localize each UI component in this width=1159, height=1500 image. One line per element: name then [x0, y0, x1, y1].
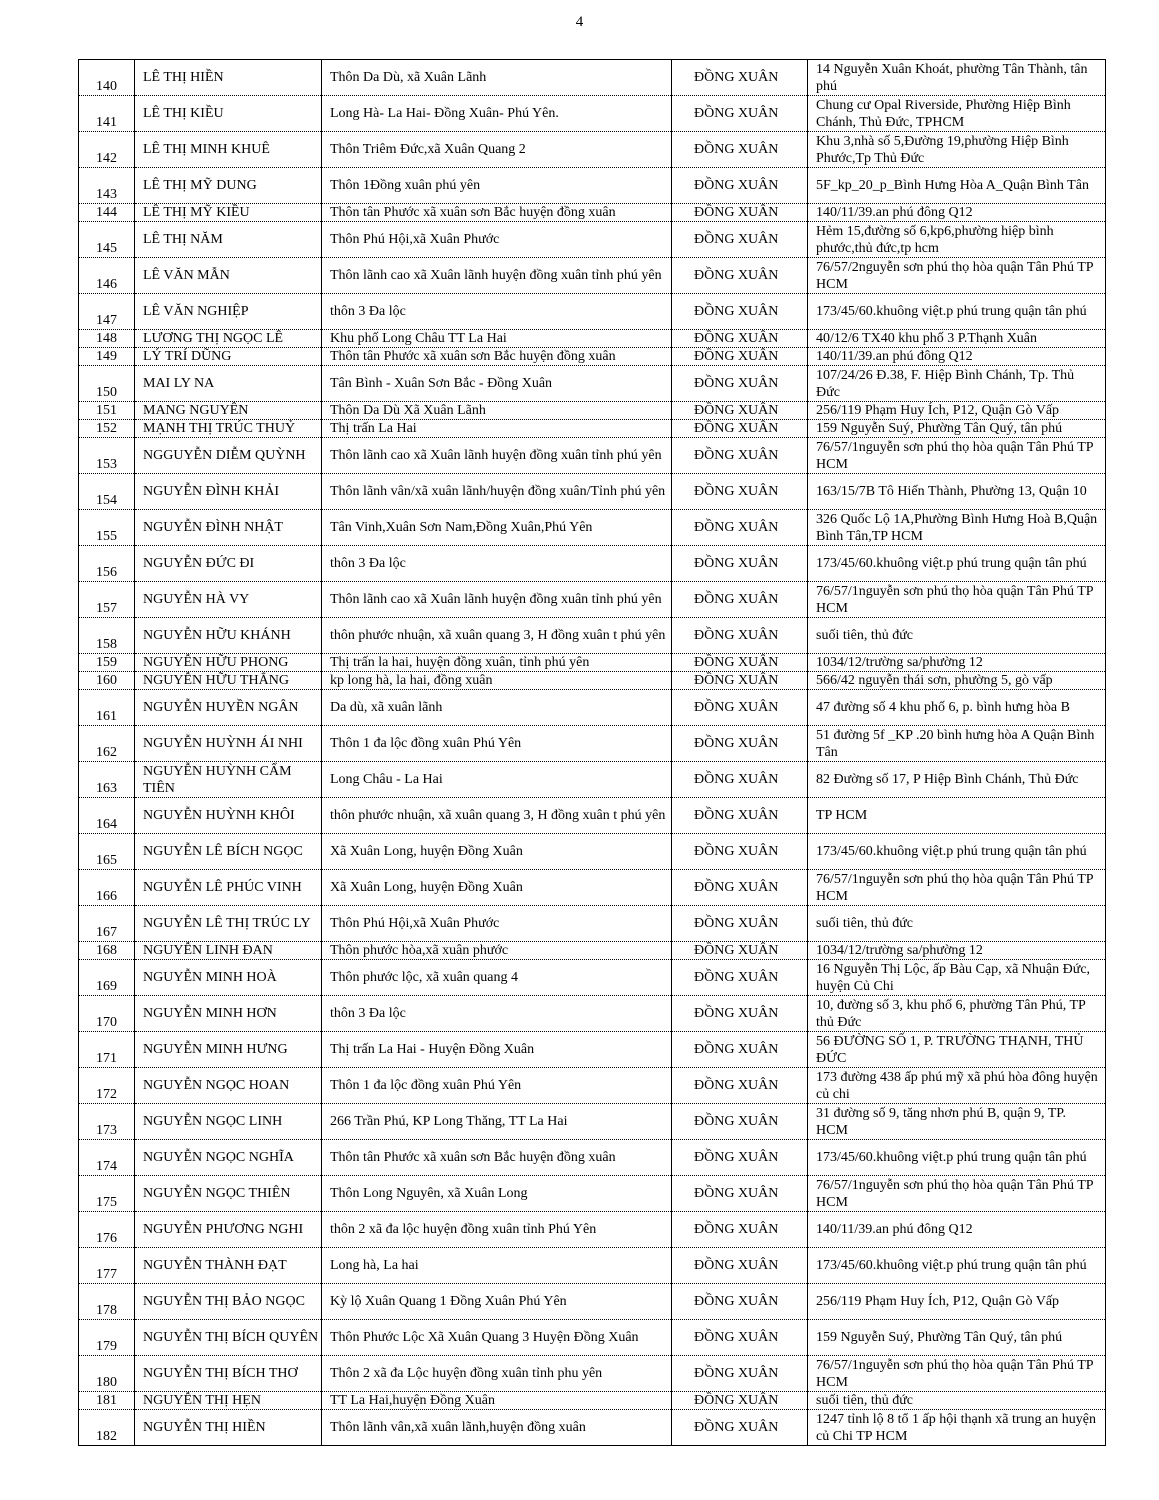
hometown-cell: 266 Trần Phú, KP Long Thăng, TT La Hai [322, 1104, 672, 1140]
name-cell: LÊ VĂN NGHIỆP [135, 294, 322, 330]
address-cell: 1034/12/trường sa/phường 12 [808, 654, 1106, 672]
name-cell: NGUYỄN THỊ BÍCH QUYÊN [135, 1320, 322, 1356]
name-cell: NGUYỄN HUỲNH CẨM TIÊN [135, 762, 322, 798]
name-cell: LƯƠNG THỊ NGỌC LÊ [135, 330, 322, 348]
table-row [79, 1176, 1106, 1212]
district-cell: ĐỒNG XUÂN [672, 960, 808, 996]
address-cell: 76/57/1nguyễn sơn phú thọ hòa quận Tân Phú TP HCM [808, 1356, 1106, 1392]
name-cell: NGUYỄN NGỌC LINH [135, 1104, 322, 1140]
table-row [79, 1212, 1106, 1248]
stt-cell: 167 [79, 906, 135, 942]
hometown-cell: Thôn Da Dù Xã Xuân Lãnh [322, 402, 672, 420]
hometown-cell: Thôn lãnh cao xã Xuân lãnh huyện đồng xuân tỉnh phú yên [322, 582, 672, 618]
stt-cell: 147 [79, 294, 135, 330]
district-cell: ĐỒNG XUÂN [672, 474, 808, 510]
hometown-cell: Thôn Phước Lộc Xã Xuân Quang 3 Huyện Đồng Xuân [322, 1320, 672, 1356]
district-cell: ĐỒNG XUÂN [672, 294, 808, 330]
district-cell: ĐỒNG XUÂN [672, 834, 808, 870]
name-cell: NGUYỄN THỊ HẸN [135, 1392, 322, 1410]
stt-cell: 150 [79, 366, 135, 402]
table-row [79, 1140, 1106, 1176]
stt-cell: 164 [79, 798, 135, 834]
stt-cell: 146 [79, 258, 135, 294]
stt-cell: 163 [79, 762, 135, 798]
table-row [79, 726, 1106, 762]
hometown-cell: Thôn Phú Hội,xã Xuân Phước [322, 222, 672, 258]
hometown-cell: Da dù, xã xuân lãnh [322, 690, 672, 726]
district-cell: ĐỒNG XUÂN [672, 1284, 808, 1320]
table-row [79, 222, 1106, 258]
stt-cell: 142 [79, 132, 135, 168]
hometown-cell: Thôn lãnh vân,xã xuân lãnh,huyện đồng xuân [322, 1410, 672, 1446]
district-cell: ĐỒNG XUÂN [672, 1140, 808, 1176]
stt-cell: 155 [79, 510, 135, 546]
table-row [79, 1392, 1106, 1410]
hometown-cell: Thị trấn La Hai [322, 420, 672, 438]
hometown-cell: Thôn tân Phước xã xuân sơn Bắc huyện đồng xuân [322, 1140, 672, 1176]
table-row [79, 618, 1106, 654]
hometown-cell: thôn 3 Đa lộc [322, 294, 672, 330]
district-cell: ĐỒNG XUÂN [672, 420, 808, 438]
district-cell: ĐỒNG XUÂN [672, 132, 808, 168]
district-cell: ĐỒNG XUÂN [672, 1356, 808, 1392]
stt-cell: 145 [79, 222, 135, 258]
stt-cell: 166 [79, 870, 135, 906]
hometown-cell: thôn 3 Đa lộc [322, 996, 672, 1032]
stt-cell: 156 [79, 546, 135, 582]
district-cell: ĐỒNG XUÂN [672, 906, 808, 942]
address-cell: Hẻm 15,đường số 6,kp6,phường hiệp bình phước,thủ đức,tp hcm [808, 222, 1106, 258]
hometown-cell: Thôn tân Phước xã xuân sơn Bắc huyện đồng xuân [322, 204, 672, 222]
stt-cell: 161 [79, 690, 135, 726]
hometown-cell: Thôn lãnh cao xã Xuân lãnh huyện đồng xuân tỉnh phú yên [322, 258, 672, 294]
name-cell: LÊ THỊ MỸ DUNG [135, 168, 322, 204]
table-row [79, 294, 1106, 330]
district-cell: ĐỒNG XUÂN [672, 510, 808, 546]
name-cell: MẠNH THỊ TRÚC THUỶ [135, 420, 322, 438]
page-number: 4 [575, 14, 584, 30]
address-cell: 10, đường số 3, khu phố 6, phường Tân Phú, TP thủ Đức [808, 996, 1106, 1032]
address-cell: 14 Nguyễn Xuân Khoát, phường Tân Thành, tân phú [808, 60, 1106, 96]
hometown-cell: Kỳ lộ Xuân Quang 1 Đồng Xuân Phú Yên [322, 1284, 672, 1320]
hometown-cell: Tân Bình - Xuân Sơn Bắc - Đồng Xuân [322, 366, 672, 402]
name-cell: NGUYỄN LÊ BÍCH NGỌC [135, 834, 322, 870]
address-cell: 326 Quốc Lộ 1A,Phường Bình Hưng Hoà B,Quận Bình Tân,TP HCM [808, 510, 1106, 546]
table-row [79, 960, 1106, 996]
district-cell: ĐỒNG XUÂN [672, 762, 808, 798]
table-row [79, 474, 1106, 510]
address-cell: 256/119 Phạm Huy Ích, P12, Quận Gò Vấp [808, 402, 1106, 420]
table-row [79, 402, 1106, 420]
district-cell: ĐỒNG XUÂN [672, 60, 808, 96]
hometown-cell: Xã Xuân Long, huyện Đồng Xuân [322, 834, 672, 870]
name-cell: NGUYỄN MINH HƯNG [135, 1032, 322, 1068]
district-cell: ĐỒNG XUÂN [672, 168, 808, 204]
table-row [79, 60, 1106, 96]
stt-cell: 154 [79, 474, 135, 510]
name-cell: NGUYỄN LÊ THỊ TRÚC LY [135, 906, 322, 942]
stt-cell: 162 [79, 726, 135, 762]
address-cell: 76/57/1nguyễn sơn phú thọ hòa quận Tân Phú TP HCM [808, 438, 1106, 474]
hometown-cell: thôn phước nhuận, xã xuân quang 3, H đồng xuân t phú yên [322, 618, 672, 654]
district-cell: ĐỒNG XUÂN [672, 1068, 808, 1104]
hometown-cell: Long hà, La hai [322, 1248, 672, 1284]
table-row [79, 1068, 1106, 1104]
district-cell: ĐỒNG XUÂN [672, 366, 808, 402]
district-cell: ĐỒNG XUÂN [672, 1212, 808, 1248]
hometown-cell: Long Hà- La Hai- Đồng Xuân- Phú Yên. [322, 96, 672, 132]
name-cell: NGUYỄN THỊ BÍCH THƠ [135, 1356, 322, 1392]
district-cell: ĐỒNG XUÂN [672, 546, 808, 582]
stt-cell: 182 [79, 1410, 135, 1446]
address-cell: 40/12/6 TX40 khu phố 3 P.Thạnh Xuân [808, 330, 1106, 348]
name-cell: NGUYỄN NGỌC THIÊN [135, 1176, 322, 1212]
stt-cell: 153 [79, 438, 135, 474]
hometown-cell: Xã Xuân Long, huyện Đồng Xuân [322, 870, 672, 906]
table-row [79, 582, 1106, 618]
address-cell: 51 đường 5f _KP .20 bình hưng hòa A Quận Bình Tân [808, 726, 1106, 762]
name-cell: NGUYỄN NGỌC HOAN [135, 1068, 322, 1104]
district-cell: ĐỒNG XUÂN [672, 204, 808, 222]
stt-cell: 168 [79, 942, 135, 960]
table-row [79, 348, 1106, 366]
address-cell: 140/11/39.an phú đông Q12 [808, 348, 1106, 366]
stt-cell: 171 [79, 1032, 135, 1068]
table-row [79, 132, 1106, 168]
district-cell: ĐỒNG XUÂN [672, 348, 808, 366]
stt-cell: 144 [79, 204, 135, 222]
hometown-cell: thôn 2 xã đa lộc huyện đồng xuân tỉnh Phú Yên [322, 1212, 672, 1248]
district-cell: ĐỒNG XUÂN [672, 330, 808, 348]
district-cell: ĐỒNG XUÂN [672, 618, 808, 654]
district-cell: ĐỒNG XUÂN [672, 1248, 808, 1284]
stt-cell: 159 [79, 654, 135, 672]
address-cell: 56 ĐƯỜNG SỐ 1, P. TRƯỜNG THẠNH, THỦ ĐỨC [808, 1032, 1106, 1068]
table-row [79, 330, 1106, 348]
table-row [79, 906, 1106, 942]
hometown-cell: Thôn 1Đồng xuân phú yên [322, 168, 672, 204]
district-cell: ĐỒNG XUÂN [672, 798, 808, 834]
name-cell: LÊ THỊ MỸ KIỀU [135, 204, 322, 222]
name-cell: NGGUYỄN DIỄM QUỲNH [135, 438, 322, 474]
address-cell: 82 Đường số 17, P Hiệp Bình Chánh, Thủ Đức [808, 762, 1106, 798]
table-row [79, 672, 1106, 690]
name-cell: NGUYỄN LINH ĐAN [135, 942, 322, 960]
table-row [79, 258, 1106, 294]
name-cell: NGUYỄN NGỌC NGHĨA [135, 1140, 322, 1176]
district-cell: ĐỒNG XUÂN [672, 96, 808, 132]
table-row [79, 870, 1106, 906]
stt-cell: 175 [79, 1176, 135, 1212]
address-cell: 76/57/2nguyễn sơn phú thọ hòa quận Tân Phú TP HCM [808, 258, 1106, 294]
name-cell: NGUYỄN HÀ VY [135, 582, 322, 618]
stt-cell: 165 [79, 834, 135, 870]
district-cell: ĐỒNG XUÂN [672, 258, 808, 294]
district-cell: ĐỒNG XUÂN [672, 1392, 808, 1410]
table-row [79, 168, 1106, 204]
district-cell: ĐỒNG XUÂN [672, 726, 808, 762]
stt-cell: 157 [79, 582, 135, 618]
address-cell: 31 đường số 9, tăng nhơn phú B, quận 9, TP. HCM [808, 1104, 1106, 1140]
stt-cell: 170 [79, 996, 135, 1032]
hometown-cell: Tân Vinh,Xuân Sơn Nam,Đồng Xuân,Phú Yên [322, 510, 672, 546]
name-cell: NGUYỄN THÀNH ĐẠT [135, 1248, 322, 1284]
district-cell: ĐỒNG XUÂN [672, 690, 808, 726]
table-row [79, 1356, 1106, 1392]
hometown-cell: Thôn lãnh cao xã Xuân lãnh huyện đồng xuân tỉnh phú yên [322, 438, 672, 474]
address-cell: 173/45/60.khuông việt.p phú trung quận tân phú [808, 834, 1106, 870]
address-cell: 47 đường số 4 khu phố 6, p. bình hưng hòa B [808, 690, 1106, 726]
name-cell: NGUYỄN HUỲNH KHÔI [135, 798, 322, 834]
stt-cell: 179 [79, 1320, 135, 1356]
address-cell: 173/45/60.khuông việt.p phú trung quận tân phú [808, 294, 1106, 330]
hometown-cell: kp long hà, la hai, đồng xuân [322, 672, 672, 690]
hometown-cell: Thôn tân Phước xã xuân sơn Bắc huyện đồng xuân [322, 348, 672, 366]
district-cell: ĐỒNG XUÂN [672, 438, 808, 474]
name-cell: NGUYỄN THỊ HIỀN [135, 1410, 322, 1446]
hometown-cell: Thị trấn La Hai - Huyện Đồng Xuân [322, 1032, 672, 1068]
address-cell: suối tiên, thủ đức [808, 906, 1106, 942]
address-cell: 173 đường 438 ấp phú mỹ xã phú hòa đông huyện củ chi [808, 1068, 1106, 1104]
name-cell: NGUYỄN MINH HOÀ [135, 960, 322, 996]
name-cell: LÊ VĂN MẪN [135, 258, 322, 294]
district-cell: ĐỒNG XUÂN [672, 1320, 808, 1356]
address-cell: Khu 3,nhà số 5,Đường 19,phường Hiệp Bình Phước,Tp Thủ Đức [808, 132, 1106, 168]
table-row [79, 762, 1106, 798]
table-row [79, 420, 1106, 438]
table-row [79, 1410, 1106, 1446]
address-cell: suối tiên, thủ đức [808, 618, 1106, 654]
stt-cell: 158 [79, 618, 135, 654]
stt-cell: 151 [79, 402, 135, 420]
address-cell: TP HCM [808, 798, 1106, 834]
district-cell: ĐỒNG XUÂN [672, 654, 808, 672]
address-cell: 163/15/7B Tô Hiến Thành, Phường 13, Quận 10 [808, 474, 1106, 510]
address-cell: 76/57/1nguyễn sơn phú thọ hòa quận Tân Phú TP HCM [808, 1176, 1106, 1212]
district-cell: ĐỒNG XUÂN [672, 1410, 808, 1446]
table-row [79, 996, 1106, 1032]
stt-cell: 172 [79, 1068, 135, 1104]
stt-cell: 178 [79, 1284, 135, 1320]
address-cell: 256/119 Phạm Huy Ích, P12, Quận Gò Vấp [808, 1284, 1106, 1320]
table-row [79, 510, 1106, 546]
address-cell: 173/45/60.khuông việt.p phú trung quận tân phú [808, 546, 1106, 582]
name-cell: NGUYỄN HUỲNH ÁI NHI [135, 726, 322, 762]
roster-body [79, 60, 1106, 1446]
name-cell: NGUYỄN HỮU THẮNG [135, 672, 322, 690]
hometown-cell: thôn 3 Đa lộc [322, 546, 672, 582]
table-row [79, 834, 1106, 870]
table-row [79, 942, 1106, 960]
stt-cell: 140 [79, 60, 135, 96]
name-cell: NGUYỄN ĐÌNH KHẢI [135, 474, 322, 510]
hometown-cell: Thôn phước lộc, xã xuân quang 4 [322, 960, 672, 996]
hometown-cell: Thôn phước hòa,xã xuân phước [322, 942, 672, 960]
address-cell: 159 Nguyễn Suý, Phường Tân Quý, tân phú [808, 1320, 1106, 1356]
district-cell: ĐỒNG XUÂN [672, 996, 808, 1032]
table-row [79, 1032, 1106, 1068]
name-cell: LÊ THỊ HIỀN [135, 60, 322, 96]
name-cell: NGUYỄN ĐÌNH NHẬT [135, 510, 322, 546]
address-cell: 1034/12/trường sa/phường 12 [808, 942, 1106, 960]
hometown-cell: Khu phố Long Châu TT La Hai [322, 330, 672, 348]
stt-cell: 141 [79, 96, 135, 132]
name-cell: NGUYỄN HỮU KHÁNH [135, 618, 322, 654]
address-cell: 76/57/1nguyễn sơn phú thọ hòa quận Tân Phú TP HCM [808, 582, 1106, 618]
table-row [79, 204, 1106, 222]
table-row [79, 546, 1106, 582]
address-cell: 140/11/39.an phú đông Q12 [808, 204, 1106, 222]
district-cell: ĐỒNG XUÂN [672, 582, 808, 618]
name-cell: NGUYỄN HUYỀN NGÂN [135, 690, 322, 726]
address-cell: 76/57/1nguyễn sơn phú thọ hòa quận Tân Phú TP HCM [808, 870, 1106, 906]
hometown-cell: Thôn Triêm Đức,xã Xuân Quang 2 [322, 132, 672, 168]
hometown-cell: Thôn lãnh vân/xã xuân lãnh/huyện đồng xuân/Tỉnh phú yên [322, 474, 672, 510]
table-row [79, 366, 1106, 402]
stt-cell: 177 [79, 1248, 135, 1284]
hometown-cell: Thị trấn la hai, huyện đồng xuân, tỉnh phú yên [322, 654, 672, 672]
stt-cell: 149 [79, 348, 135, 366]
address-cell: 173/45/60.khuông việt.p phú trung quận tân phú [808, 1140, 1106, 1176]
name-cell: LÊ THỊ MINH KHUÊ [135, 132, 322, 168]
address-cell: 1247 tỉnh lộ 8 tổ 1 ấp hội thạnh xã trung an huyện củ Chi TP HCM [808, 1410, 1106, 1446]
stt-cell: 169 [79, 960, 135, 996]
stt-cell: 160 [79, 672, 135, 690]
hometown-cell: Thôn 1 đa lộc đồng xuân Phú Yên [322, 726, 672, 762]
district-cell: ĐỒNG XUÂN [672, 870, 808, 906]
address-cell: 566/42 nguyễn thái sơn, phường 5, gò vấp [808, 672, 1106, 690]
district-cell: ĐỒNG XUÂN [672, 942, 808, 960]
district-cell: ĐỒNG XUÂN [672, 1176, 808, 1212]
address-cell: 140/11/39.an phú đông Q12 [808, 1212, 1106, 1248]
stt-cell: 176 [79, 1212, 135, 1248]
district-cell: ĐỒNG XUÂN [672, 1032, 808, 1068]
hometown-cell: Thôn Da Dù, xã Xuân Lãnh [322, 60, 672, 96]
stt-cell: 174 [79, 1140, 135, 1176]
stt-cell: 173 [79, 1104, 135, 1140]
name-cell: NGUYỄN THỊ BẢO NGỌC [135, 1284, 322, 1320]
name-cell: LÊ THỊ NĂM [135, 222, 322, 258]
stt-cell: 180 [79, 1356, 135, 1392]
hometown-cell: thôn phước nhuận, xã xuân quang 3, H đồng xuân t phú yên [322, 798, 672, 834]
table-row [79, 1320, 1106, 1356]
address-cell: suối tiên, thủ đức [808, 1392, 1106, 1410]
address-cell: 5F_kp_20_p_Bình Hưng Hòa A_Quận Bình Tân [808, 168, 1106, 204]
name-cell: MAI LY NA [135, 366, 322, 402]
table-row [79, 96, 1106, 132]
district-cell: ĐỒNG XUÂN [672, 672, 808, 690]
address-cell: 173/45/60.khuông việt.p phú trung quận tân phú [808, 1248, 1106, 1284]
address-cell: 16 Nguyễn Thị Lộc, ấp Bàu Cạp, xã Nhuận Đức, huyện Củ Chi [808, 960, 1106, 996]
table-row [79, 1284, 1106, 1320]
district-cell: ĐỒNG XUÂN [672, 222, 808, 258]
table-row [79, 690, 1106, 726]
hometown-cell: Thôn 1 đa lộc đồng xuân Phú Yên [322, 1068, 672, 1104]
roster-table [78, 59, 1106, 1446]
table-row [79, 438, 1106, 474]
address-cell: 159 Nguyễn Suý, Phường Tân Quý, tân phú [808, 420, 1106, 438]
stt-cell: 143 [79, 168, 135, 204]
stt-cell: 152 [79, 420, 135, 438]
name-cell: NGUYỄN HỮU PHONG [135, 654, 322, 672]
name-cell: NGUYỄN MINH HƠN [135, 996, 322, 1032]
name-cell: MANG NGUYÊN [135, 402, 322, 420]
table-row [79, 1104, 1106, 1140]
hometown-cell: Thôn Long Nguyên, xã Xuân Long [322, 1176, 672, 1212]
hometown-cell: Thôn 2 xã đa Lộc huyện đồng xuân tỉnh phu yên [322, 1356, 672, 1392]
hometown-cell: Long Châu - La Hai [322, 762, 672, 798]
stt-cell: 181 [79, 1392, 135, 1410]
name-cell: LÊ THỊ KIỀU [135, 96, 322, 132]
stt-cell: 148 [79, 330, 135, 348]
name-cell: LÝ TRÍ DŨNG [135, 348, 322, 366]
table-row [79, 654, 1106, 672]
table-row [79, 1248, 1106, 1284]
name-cell: NGUYỄN PHƯƠNG NGHI [135, 1212, 322, 1248]
hometown-cell: TT La Hai,huyện Đồng Xuân [322, 1392, 672, 1410]
address-cell: Chung cư Opal Riverside, Phường Hiệp Bình Chánh, Thủ Đức, TPHCM [808, 96, 1106, 132]
name-cell: NGUYỄN LÊ PHÚC VINH [135, 870, 322, 906]
district-cell: ĐỒNG XUÂN [672, 402, 808, 420]
name-cell: NGUYỄN ĐỨC ĐI [135, 546, 322, 582]
hometown-cell: Thôn Phú Hội,xã Xuân Phước [322, 906, 672, 942]
address-cell: 107/24/26 Đ.38, F. Hiệp Bình Chánh, Tp. Thủ Đức [808, 366, 1106, 402]
district-cell: ĐỒNG XUÂN [672, 1104, 808, 1140]
table-row [79, 798, 1106, 834]
